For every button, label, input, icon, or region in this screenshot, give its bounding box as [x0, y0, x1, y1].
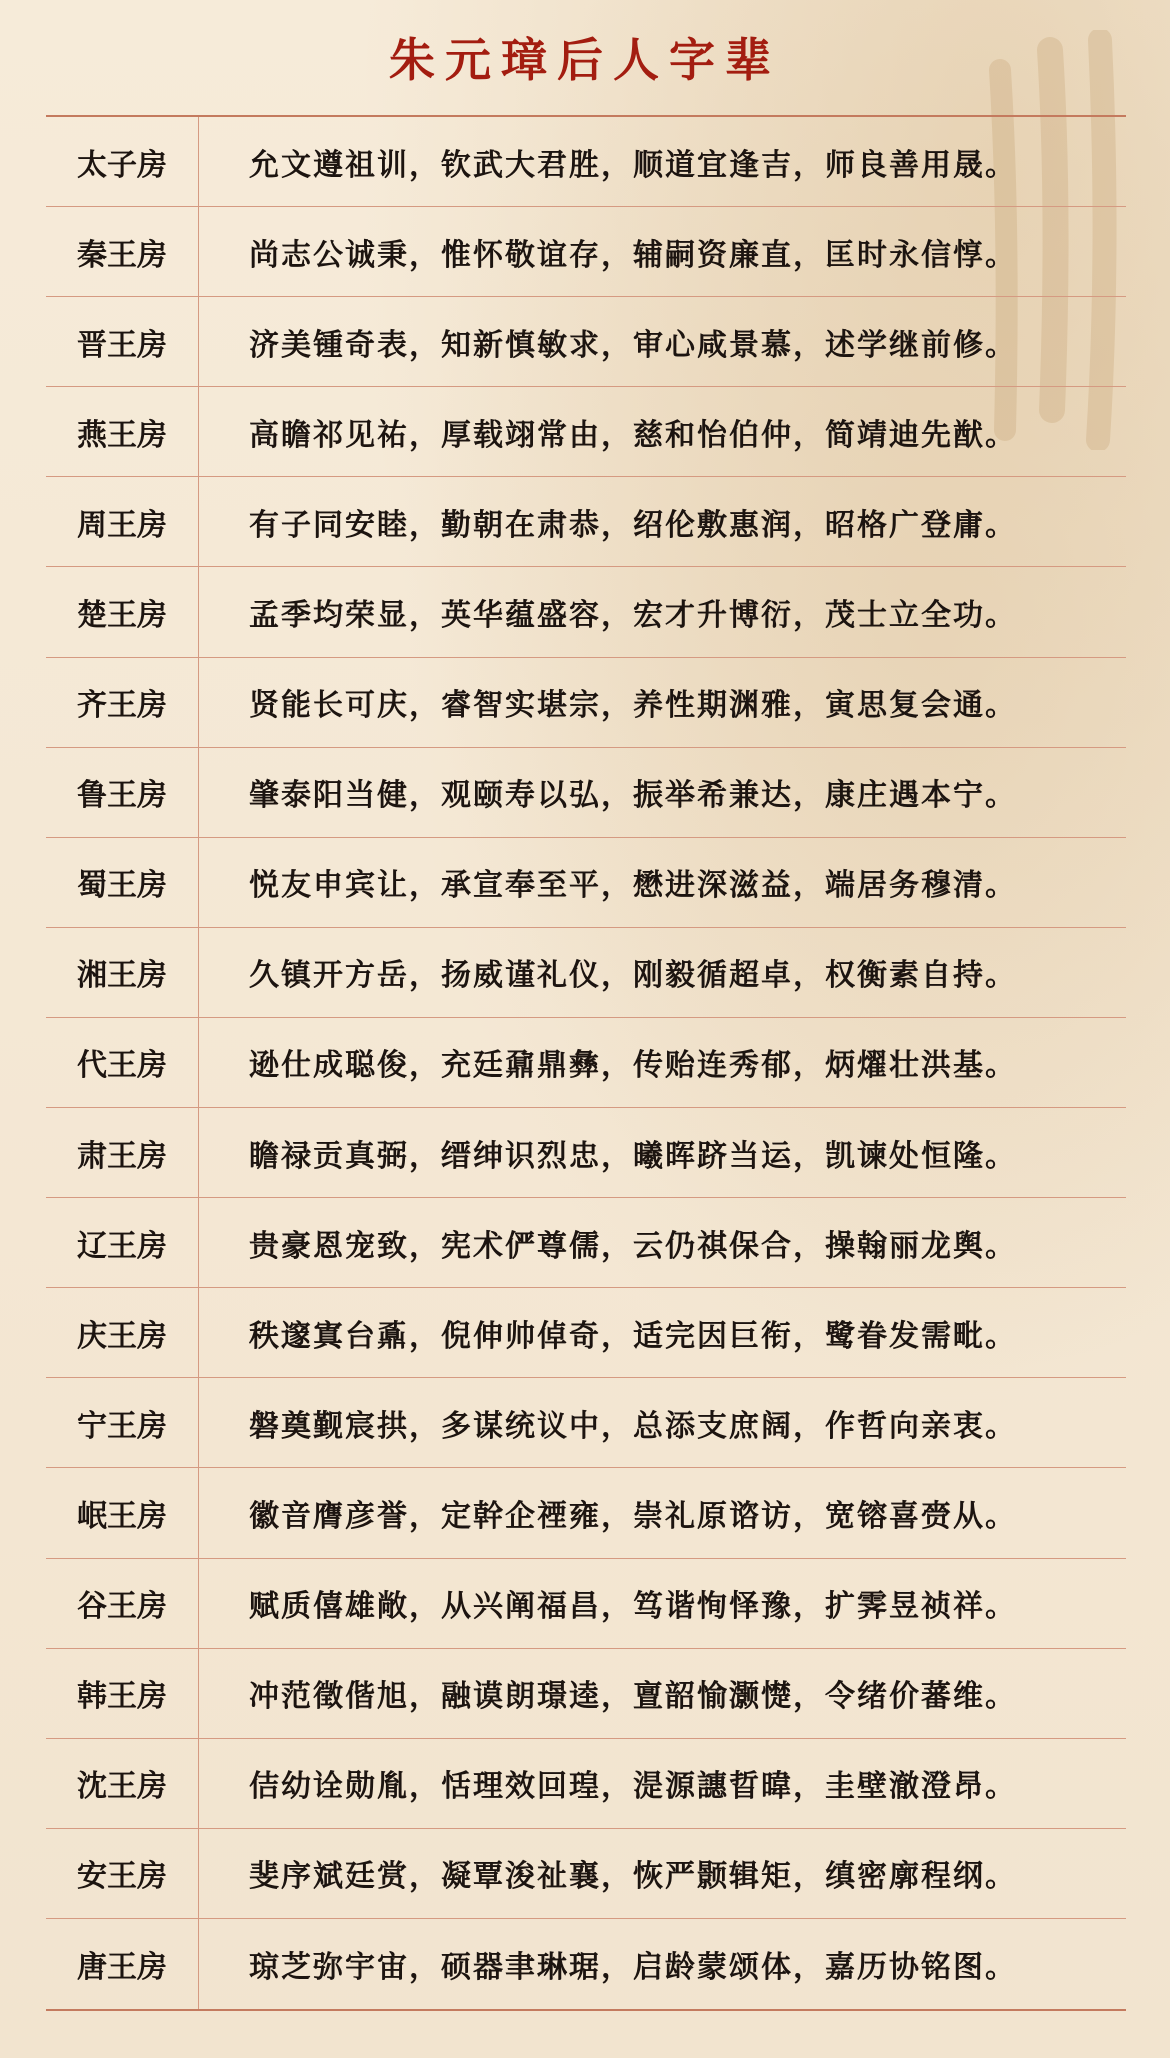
table-row: [46, 477, 1126, 567]
table-row: [46, 1739, 1126, 1829]
table-row: [46, 1108, 1126, 1198]
generation-names: 秩邃寘台鼒，倪伸帅倬奇，适完因巨衔，鹭眷发需毗。: [249, 1318, 1017, 1354]
page-title: 朱元璋后人字辈: [389, 33, 781, 87]
generation-names: 允文遵祖训，钦武大君胜，顺道宜逢吉，师良善用晟。: [249, 147, 1017, 183]
table-row: [46, 1559, 1126, 1649]
house-name: 蜀王房: [46, 838, 199, 927]
house-name: 庆王房: [46, 1288, 199, 1377]
house-name: 唐王房: [46, 1919, 199, 2009]
house-name: 辽王房: [46, 1198, 199, 1287]
house-name: 代王房: [46, 1018, 199, 1107]
generation-names: 尚志公诚秉，惟怀敬谊存，辅嗣资廉直，匡时永信惇。: [249, 237, 1017, 273]
house-name: 周王房: [46, 477, 199, 566]
table-row: [46, 1829, 1126, 1919]
generation-names: 高瞻祁见祐，厚载翊常由，慈和怡伯仲，简靖迪先猷。: [249, 417, 1017, 453]
generation-names: 悦友申宾让，承宣奉至平，懋进深滋益，端居务穆清。: [249, 868, 1017, 904]
house-name: 秦王房: [46, 207, 199, 296]
house-name: 韩王房: [46, 1649, 199, 1738]
generation-names: 瞻禄贡真弼，缙绅识烈忠，曦晖跻当运，凯谏处恒隆。: [249, 1138, 1017, 1174]
table-row: [46, 297, 1126, 387]
table-row: [46, 748, 1126, 838]
generation-names: 济美锺奇表，知新慎敏求，审心咸景慕，述学继前修。: [249, 327, 1017, 363]
table-row: [46, 1288, 1126, 1378]
house-name: 燕王房: [46, 387, 199, 476]
house-name: 太子房: [46, 117, 199, 206]
table-row: [46, 567, 1126, 657]
generation-names: 有子同安睦，勤朝在肃恭，绍伦敷惠润，昭格广登庸。: [249, 507, 1017, 543]
table-row: [46, 117, 1126, 207]
generation-names: 久镇开方岳，扬威谨礼仪，刚毅循超卓，权衡素自持。: [249, 958, 1017, 994]
table-row: [46, 207, 1126, 297]
generation-name-table: [46, 115, 1126, 2011]
table-row: [46, 387, 1126, 477]
house-name: 谷王房: [46, 1559, 199, 1648]
generation-names: 琼芝弥宇宙，硕器聿琳琚，启龄蒙颂体，嘉历协铭图。: [249, 1949, 1017, 1985]
generation-names: 肇泰阳当健，观颐寿以弘，振举希兼达，康庄遇本宁。: [249, 778, 1017, 814]
table-row: [46, 1018, 1126, 1108]
table-row: [46, 1198, 1126, 1288]
table-row: [46, 1468, 1126, 1558]
generation-names: 孟季均荣显，英华蕴盛容，宏才升博衍，茂士立全功。: [249, 598, 1017, 634]
generation-names: 佶幼诠勋胤，恬理效回瑝，湜源譓晢暐，圭壁澈澄昂。: [249, 1769, 1017, 1805]
generation-names: 徽音膺彦誉，定幹企禋雍，崇礼原谘访，宽镕喜赍从。: [249, 1498, 1017, 1534]
generation-names: 磐奠觐宸拱，多谋统议中，总添支庶阔，作哲向亲衷。: [249, 1408, 1017, 1444]
house-name: 湘王房: [46, 928, 199, 1017]
house-name: 齐王房: [46, 658, 199, 747]
table-row: [46, 838, 1126, 928]
generation-names: 赋质僖雄敞，从兴阐福昌，笃谐恂怿豫，扩霁昱祯祥。: [249, 1589, 1017, 1625]
table-row: [46, 658, 1126, 748]
generation-names: 贤能长可庆，睿智实堪宗，养性期渊雅，寅思复会通。: [249, 688, 1017, 724]
table-row: [46, 928, 1126, 1018]
table-row: [46, 1919, 1126, 2009]
house-name: 安王房: [46, 1829, 199, 1918]
house-name: 肃王房: [46, 1108, 199, 1197]
house-name: 晋王房: [46, 297, 199, 386]
table-row: [46, 1649, 1126, 1739]
generation-names: 贵豪恩宠致，宪术俨尊儒，云仍祺保合，操翰丽龙舆。: [249, 1228, 1017, 1264]
table-row: [46, 1378, 1126, 1468]
house-name: 宁王房: [46, 1378, 199, 1467]
house-name: 楚王房: [46, 567, 199, 656]
generation-names: 逊仕成聪俊，充廷鼐鼎彝，传贻连秀郁，炳燿壮洪基。: [249, 1048, 1017, 1084]
house-name: 鲁王房: [46, 748, 199, 837]
house-name: 岷王房: [46, 1468, 199, 1557]
generation-names: 斐序斌廷赏，凝覃浚祉襄，恢严颢辑矩，缜密廓程纲。: [249, 1859, 1017, 1895]
generation-names: 冲范徵偕旭，融谟朗璟逵，亶韶愉灏憷，令绪价蕃维。: [249, 1679, 1017, 1715]
house-name: 沈王房: [46, 1739, 199, 1828]
